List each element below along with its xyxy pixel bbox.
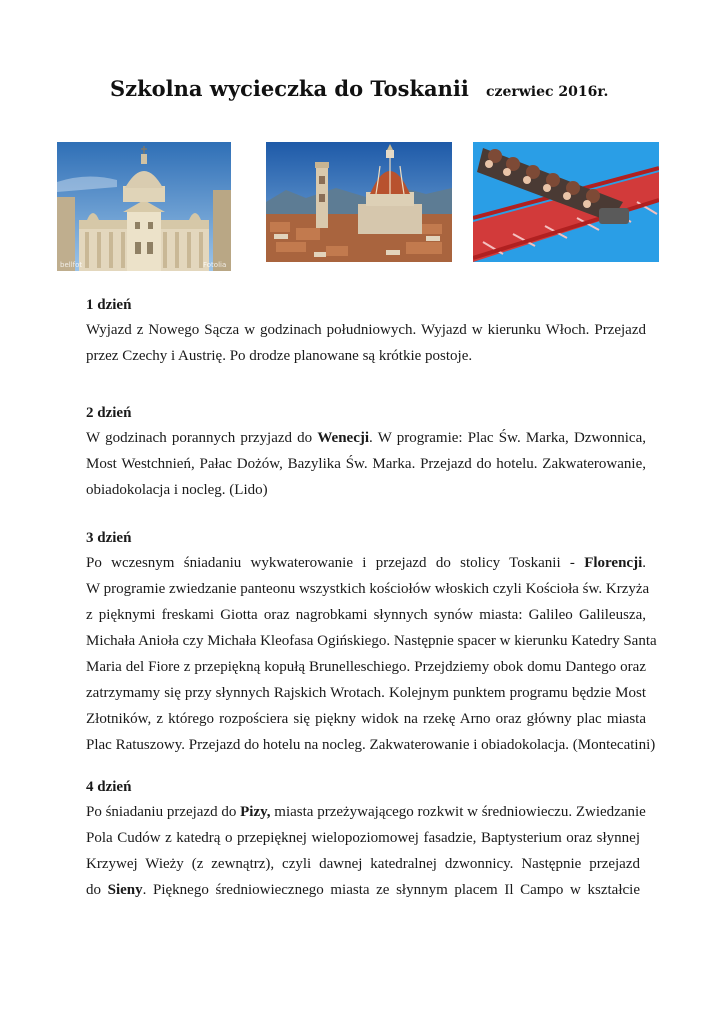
text-run: Pola Cudów z katedrą o przepięknej wielopoziomowej fasadzie, Baptysterium oraz słynnej (86, 830, 640, 846)
paragraph-line (86, 343, 646, 369)
roller-coaster-photo (473, 142, 659, 262)
page-title: Szkolna wycieczka do Toskanii (110, 76, 469, 101)
bold-place-name: Florencji (584, 555, 643, 571)
day-4-heading: 4 dzień (86, 779, 132, 795)
paragraph-line (86, 706, 646, 732)
day-2-heading: 2 dzień (86, 405, 132, 421)
text-run: W programie zwiedzanie panteonu wszystkich kościołów włoskich czyli Kościoła św. Krzyża (86, 581, 650, 597)
text-run: zatrzymamy się przy słynnych Rajskich Wrotach. Kolejnym punktem programu będzie Most (86, 685, 646, 701)
text-run: . (642, 555, 646, 571)
text-run: Po śniadaniu przejazd do (86, 804, 241, 820)
text-run: do (86, 882, 108, 898)
text-run: Michała Anioła czy Michała Kleofasa Ogińskiego. Następnie spacer w kierunku Katedry Santa (86, 633, 657, 649)
text-run: . Pięknego średniowiecznego miasta ze słynnym placem Il Campo w kształcie (142, 882, 640, 898)
text-run: obiadokolacja i nocleg. (Lido) (86, 482, 268, 498)
text-run: Most Westchnień, Pałac Dożów, Bazylika Św. Marka. Przejazd do hotelu. Zakwaterowanie, (86, 456, 646, 472)
paragraph-line (86, 825, 640, 851)
paragraph-line (86, 877, 640, 903)
text-run: Po wczesnym śniadaniu wykwaterowanie i przejazd do stolicy Toskanii - (86, 555, 585, 571)
florence-cathedral-photo (266, 142, 452, 262)
bold-place-name: Wenecji (317, 430, 370, 446)
paragraph-line (86, 799, 646, 825)
paragraph-line (86, 602, 646, 628)
day-4-paragraph (86, 799, 646, 903)
day-1-heading: 1 dzień (86, 297, 132, 313)
bold-place-name: Pizy, (240, 804, 271, 820)
text-run: miasta przeżywającego rozkwit w średniowieczu. Zwiedzanie (270, 804, 646, 820)
watermark-right: Fotolia (203, 261, 227, 269)
bold-place-name: Sieny (107, 882, 143, 898)
text-run: z pięknymi freskami Giotta oraz nagrobkami słynnych synów miasta: Galileo Galileusza, (86, 607, 646, 623)
paragraph-line (86, 851, 640, 877)
st-peters-basilica-photo (57, 142, 231, 271)
day-3-paragraph (86, 550, 657, 758)
day-1-paragraph (86, 317, 646, 369)
page-date: czerwiec 2016r. (486, 84, 609, 100)
paragraph-line (86, 732, 656, 758)
paragraph-line (86, 317, 646, 343)
text-run: Złotników, z którego rozpościera się piękny widok na rzekę Arno oraz główny plac miasta (86, 711, 646, 727)
day-2-paragraph (86, 425, 646, 503)
day-3-heading: 3 dzień (86, 530, 132, 546)
paragraph-line (86, 628, 657, 654)
paragraph-line (86, 654, 646, 680)
paragraph-line (86, 425, 646, 451)
paragraph-line (86, 576, 650, 602)
text-run: przez Czechy i Austrię. Po drodze planowane są krótkie postoje. (86, 348, 473, 364)
text-run: W godzinach porannych przyjazd do (86, 430, 318, 446)
paragraph-line (86, 680, 646, 706)
paragraph-line (86, 451, 646, 477)
watermark-left: bellfot (60, 261, 83, 269)
text-run: . W programie: Plac Św. Marka, Dzwonnica, (369, 430, 646, 446)
text-run: Maria del Fiore z przepiękną kopułą Brunelleschiego. Przejdziemy obok domu Dantego oraz (86, 659, 646, 675)
text-run: Wyjazd z Nowego Sącza w godzinach południowych. Wyjazd w kierunku Włoch. Przejazd (86, 322, 646, 338)
paragraph-line (86, 477, 646, 503)
paragraph-line (86, 550, 646, 576)
text-run: Krzywej Wieży (z zewnątrz), czyli dawnej katedralnej dzwonnicy. Następnie przejazd (86, 856, 640, 872)
text-run: Plac Ratuszowy. Przejazd do hotelu na nocleg. Zakwaterowanie i obiadokolacja. (Montecatini) (86, 737, 656, 753)
